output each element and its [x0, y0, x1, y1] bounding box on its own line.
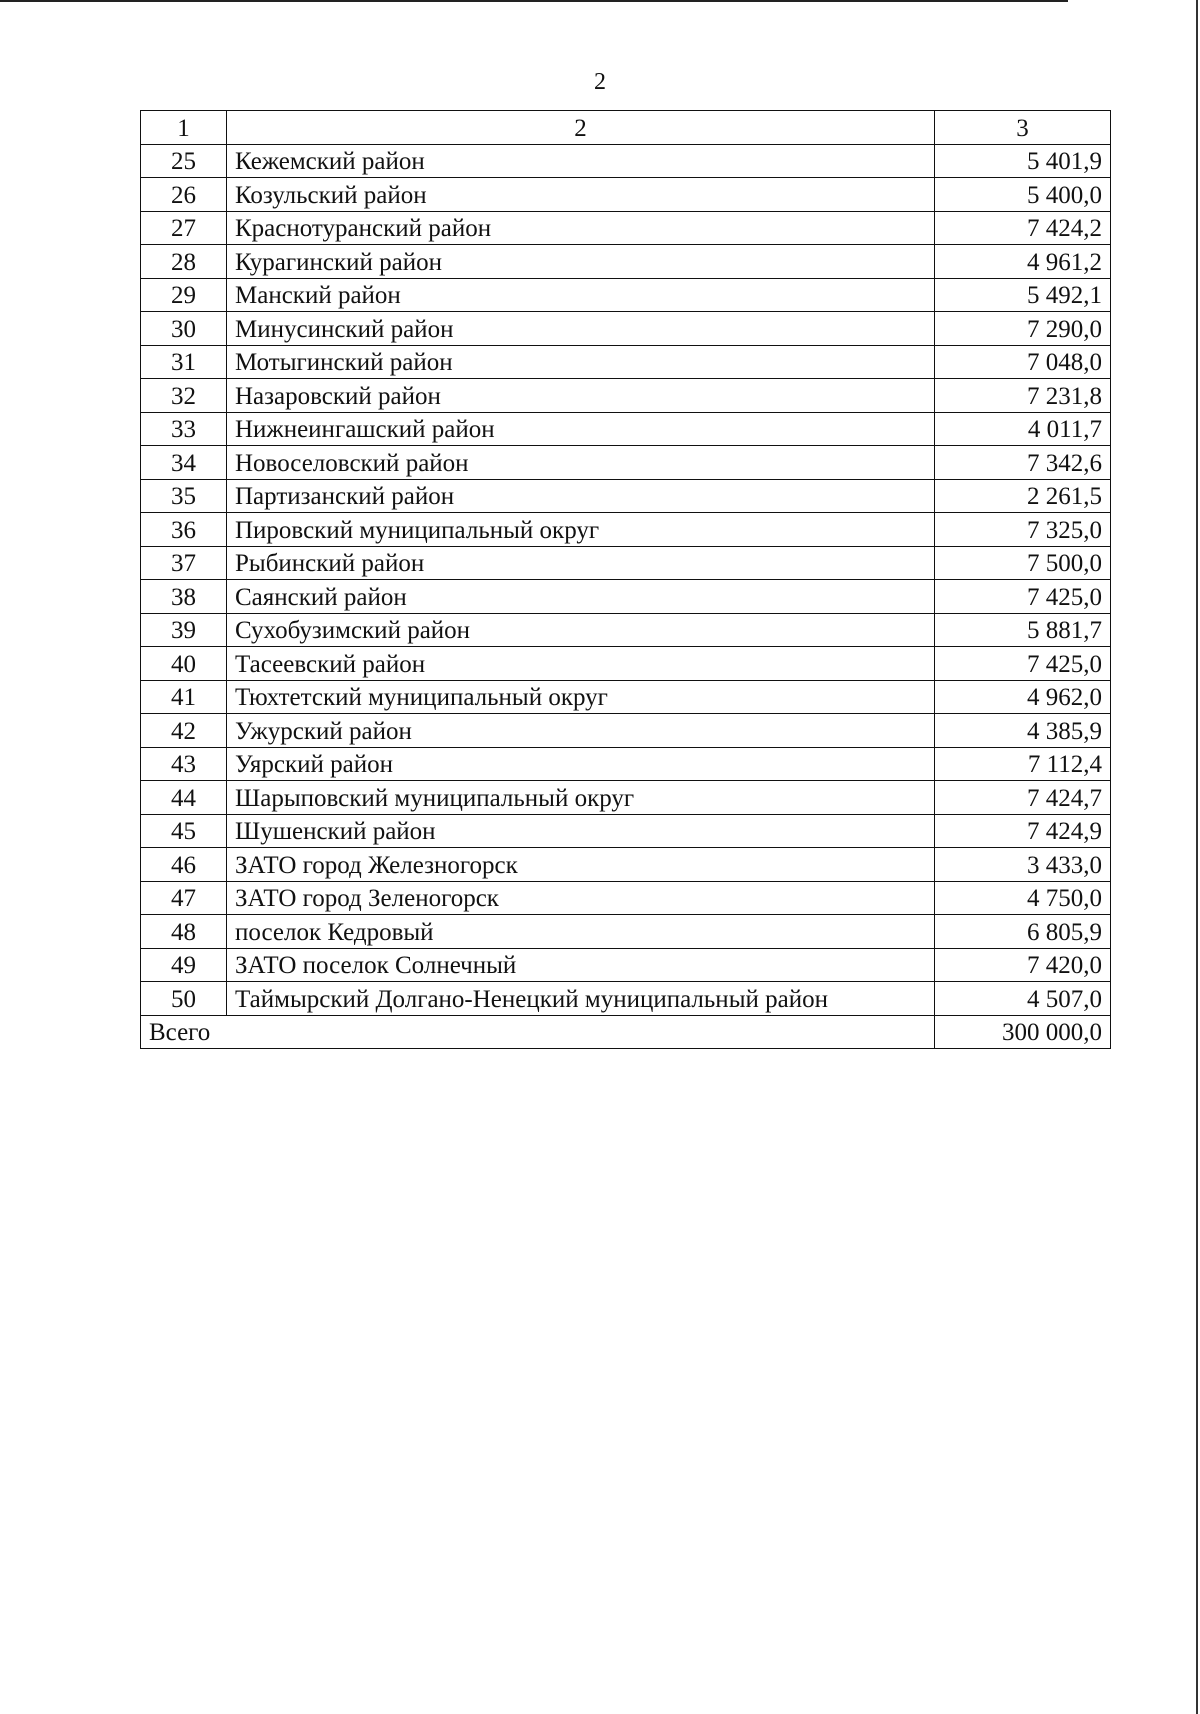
amount-value: 4 961,2 [935, 245, 1111, 279]
municipality-name: Назаровский район [227, 379, 935, 413]
table-row [141, 982, 1111, 1016]
amount-value: 5 881,7 [935, 613, 1111, 647]
row-number: 30 [141, 312, 227, 346]
row-number: 34 [141, 446, 227, 480]
table-row [141, 647, 1111, 681]
municipality-name: Таймырский Долгано-Ненецкий муниципальный район [227, 982, 935, 1016]
row-number: 43 [141, 747, 227, 781]
amount-value: 3 433,0 [935, 848, 1111, 882]
amount-value: 6 805,9 [935, 915, 1111, 949]
amount-value: 7 325,0 [935, 513, 1111, 547]
municipality-name: ЗАТО город Зеленогорск [227, 881, 935, 915]
row-number: 25 [141, 144, 227, 178]
row-number: 27 [141, 211, 227, 245]
municipality-name: поселок Кедровый [227, 915, 935, 949]
scan-edge-top [0, 0, 1068, 2]
amount-value: 4 962,0 [935, 680, 1111, 714]
table-header-row [141, 111, 1111, 145]
row-number: 36 [141, 513, 227, 547]
row-number: 35 [141, 479, 227, 513]
table-row [141, 312, 1111, 346]
column-header-number: 1 [141, 111, 227, 145]
amount-value: 5 400,0 [935, 178, 1111, 212]
table-row [141, 814, 1111, 848]
municipality-name: ЗАТО город Железногорск [227, 848, 935, 882]
row-number: 37 [141, 546, 227, 580]
table-row [141, 245, 1111, 279]
table-row [141, 915, 1111, 949]
amount-value: 4 385,9 [935, 714, 1111, 748]
table-row [141, 446, 1111, 480]
municipality-name: Краснотуранский район [227, 211, 935, 245]
column-header-value: 3 [935, 111, 1111, 145]
row-number: 41 [141, 680, 227, 714]
column-header-name: 2 [227, 111, 935, 145]
row-number: 29 [141, 278, 227, 312]
municipality-name: Сухобузимский район [227, 613, 935, 647]
amount-value: 4 507,0 [935, 982, 1111, 1016]
row-number: 47 [141, 881, 227, 915]
municipality-name: Уярский район [227, 747, 935, 781]
scan-edge-right [1196, 0, 1198, 1714]
municipality-name: Саянский район [227, 580, 935, 614]
municipality-name: Мотыгинский район [227, 345, 935, 379]
table-row [141, 144, 1111, 178]
table-row [141, 580, 1111, 614]
total-value: 300 000,0 [935, 1015, 1111, 1049]
municipality-name: Минусинский район [227, 312, 935, 346]
amount-value: 5 492,1 [935, 278, 1111, 312]
table-row [141, 211, 1111, 245]
table-row [141, 513, 1111, 547]
row-number: 38 [141, 580, 227, 614]
municipality-name: Шарыповский муниципальный округ [227, 781, 935, 815]
table-row [141, 781, 1111, 815]
table-row [141, 848, 1111, 882]
row-number: 33 [141, 412, 227, 446]
amount-value: 2 261,5 [935, 479, 1111, 513]
amount-value: 7 424,9 [935, 814, 1111, 848]
municipality-name: Шушенский район [227, 814, 935, 848]
table-row [141, 680, 1111, 714]
amount-value: 7 048,0 [935, 345, 1111, 379]
amount-value: 4 750,0 [935, 881, 1111, 915]
table-row [141, 714, 1111, 748]
row-number: 49 [141, 948, 227, 982]
amount-value: 7 290,0 [935, 312, 1111, 346]
row-number: 40 [141, 647, 227, 681]
row-number: 48 [141, 915, 227, 949]
municipality-name: ЗАТО поселок Солнечный [227, 948, 935, 982]
row-number: 46 [141, 848, 227, 882]
municipality-name: Пировский муниципальный округ [227, 513, 935, 547]
municipality-name: Козульский район [227, 178, 935, 212]
row-number: 50 [141, 982, 227, 1016]
table-row [141, 881, 1111, 915]
row-number: 39 [141, 613, 227, 647]
municipality-name: Тюхтетский муниципальный округ [227, 680, 935, 714]
row-number: 32 [141, 379, 227, 413]
municipality-name: Кежемский район [227, 144, 935, 178]
municipality-name: Нижнеингашский район [227, 412, 935, 446]
row-number: 26 [141, 178, 227, 212]
row-number: 45 [141, 814, 227, 848]
municipality-name: Рыбинский район [227, 546, 935, 580]
allocation-table [140, 110, 1111, 1049]
amount-value: 7 342,6 [935, 446, 1111, 480]
row-number: 44 [141, 781, 227, 815]
table-row [141, 613, 1111, 647]
amount-value: 7 112,4 [935, 747, 1111, 781]
page-number: 2 [594, 69, 606, 95]
municipality-name: Тасеевский район [227, 647, 935, 681]
table-row [141, 479, 1111, 513]
table-row [141, 379, 1111, 413]
amount-value: 4 011,7 [935, 412, 1111, 446]
amount-value: 7 231,8 [935, 379, 1111, 413]
row-number: 28 [141, 245, 227, 279]
municipality-name: Манский район [227, 278, 935, 312]
table-row [141, 747, 1111, 781]
amount-value: 5 401,9 [935, 144, 1111, 178]
table-row [141, 178, 1111, 212]
table-row [141, 412, 1111, 446]
municipality-name: Курагинский район [227, 245, 935, 279]
table-body [141, 111, 1111, 1049]
table-row [141, 278, 1111, 312]
amount-value: 7 424,2 [935, 211, 1111, 245]
amount-value: 7 420,0 [935, 948, 1111, 982]
table-row [141, 948, 1111, 982]
municipality-name: Ужурский район [227, 714, 935, 748]
amount-value: 7 425,0 [935, 580, 1111, 614]
amount-value: 7 425,0 [935, 647, 1111, 681]
table-row [141, 546, 1111, 580]
total-row [141, 1015, 1111, 1049]
row-number: 42 [141, 714, 227, 748]
row-number: 31 [141, 345, 227, 379]
total-label: Всего [141, 1015, 935, 1049]
municipality-name: Новоселовский район [227, 446, 935, 480]
table-row [141, 345, 1111, 379]
amount-value: 7 500,0 [935, 546, 1111, 580]
municipality-name: Партизанский район [227, 479, 935, 513]
amount-value: 7 424,7 [935, 781, 1111, 815]
